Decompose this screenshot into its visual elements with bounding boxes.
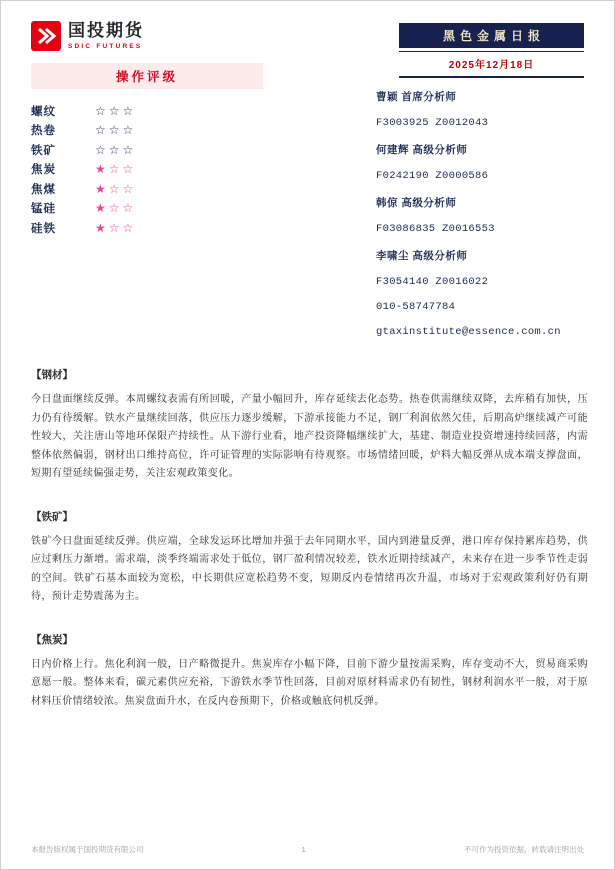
rating-row [31, 140, 263, 160]
star-rating: ★☆☆ [95, 162, 137, 177]
report-section [31, 632, 588, 712]
commodity-name: 焦炭 [31, 164, 56, 177]
rating-row [31, 199, 263, 219]
commodity-name: 硅铁 [31, 222, 56, 235]
report-section [31, 509, 588, 607]
section-text: 铁矿今日盘面延续反弹。供应端，全球发运环比增加并强于去年同期水平，国内到港量反弹，港口库存保持累库趋势，供应过剩压力渐增。需求端，淡季终端需求处于低位，钢厂盈利情况较差，铁水近期持续减产，未来存在进一步季节性走弱的空间。铁矿石基本面较为宽松，中长期供应宽松趋势不变，短期反内卷情绪再次升温，市场对于宏观政策利好仍有期待，预计走势震荡为主。 [31, 535, 588, 602]
logo-text [68, 22, 144, 50]
star-rating: ☆☆☆ [95, 123, 137, 138]
rating-row [31, 121, 263, 141]
section-text: 今日盘面继续反弹。本周螺纹表需有所回暖，产量小幅回升，库存延续去化态势。热卷供需继续双降，去库稍有加快，压力仍有待缓解。铁水产量继续回落，供应压力逐步缓解，下游承接能力不足，钢厂利润依然欠佳，后期高炉继续减产可能性较大，关注唐山等地环保限产持续性。从下游行业看，地产投资降幅继续扩大，基建、制造业投资增速持续回落，内需整体依然偏弱，钢材出口维持高位，许可证管理的实际影响有待观察。市场情绪回暖，炉料大幅反弹从成本端支撑盘面，短期有望延续偏强走势，关注宏观政策变化。 [31, 394, 588, 479]
ratings-panel-title: 操作评级 [31, 63, 263, 89]
rating-row [31, 160, 263, 180]
footer-disclaimer: 不可作为投资依据，转载请注明出处 [463, 845, 584, 854]
report-date: 2025年12月18日 [399, 51, 584, 78]
analyst-codes: F3054140 Z0016022 [376, 276, 489, 288]
analyst-codes: F3003925 Z0012043 [376, 117, 489, 129]
logo-name-cn: 国投期货 [68, 21, 144, 41]
page-footer [31, 844, 584, 855]
star-rating: ☆☆☆ [95, 103, 137, 118]
section-title: 【铁矿】 [31, 510, 73, 523]
star-rating: ★☆☆ [95, 220, 137, 235]
ratings-table [31, 101, 263, 238]
analyst-name: 何建辉 高级分析师 [376, 144, 468, 156]
report-section [31, 367, 588, 484]
analyst-codes: F0242190 Z0000586 [376, 170, 489, 182]
analysts-panel [376, 89, 591, 351]
analyst-codes: F03086835 Z0016553 [376, 223, 495, 235]
analyst-name: 李啸尘 高级分析师 [376, 250, 468, 262]
star-rating: ☆☆☆ [95, 142, 137, 157]
report-type-banner: 黑色金属日报 [399, 23, 584, 48]
commodity-name: 焦煤 [31, 183, 56, 196]
footer-copyright: 本报告版权属于国投期货有限公司 [31, 845, 144, 854]
section-title: 【焦炭】 [31, 633, 73, 646]
report-body [31, 367, 588, 736]
analyst-name: 曹颖 首席分析师 [376, 91, 457, 103]
contact-phone: 010-58747784 [376, 301, 456, 313]
page-number: 1 [301, 845, 306, 854]
logo-name-en: SDIC FUTURES [68, 42, 143, 50]
analyst-name: 韩倞 高级分析师 [376, 197, 457, 209]
commodity-name: 热卷 [31, 125, 56, 138]
contact-email: gtaxinstitute@essence.com.cn [376, 326, 561, 338]
star-rating: ★☆☆ [95, 181, 137, 196]
commodity-name: 铁矿 [31, 144, 56, 157]
rating-row [31, 218, 263, 238]
commodity-name: 锰硅 [31, 203, 56, 216]
sdic-logo-icon [31, 21, 61, 51]
company-logo [31, 21, 144, 51]
section-title: 【钢材】 [31, 369, 73, 381]
star-rating: ★☆☆ [95, 201, 137, 216]
rating-row [31, 179, 263, 199]
commodity-name: 螺纹 [31, 105, 56, 118]
section-text: 日内价格上行。焦化利润一般，日产略微提升。焦炭库存小幅下降，目前下游少量按需采购，库存变动不大，贸易商采购意愿一般。整体来看，碳元素供应充裕，下游铁水季节性回落，目前对原材料需求仍有韧性，钢材利润水平一般，对于原材料压价情绪较浓。焦炭盘面升水，在反内卷预期下，价格或触底伺机反弹。 [31, 658, 588, 707]
rating-row [31, 101, 263, 121]
